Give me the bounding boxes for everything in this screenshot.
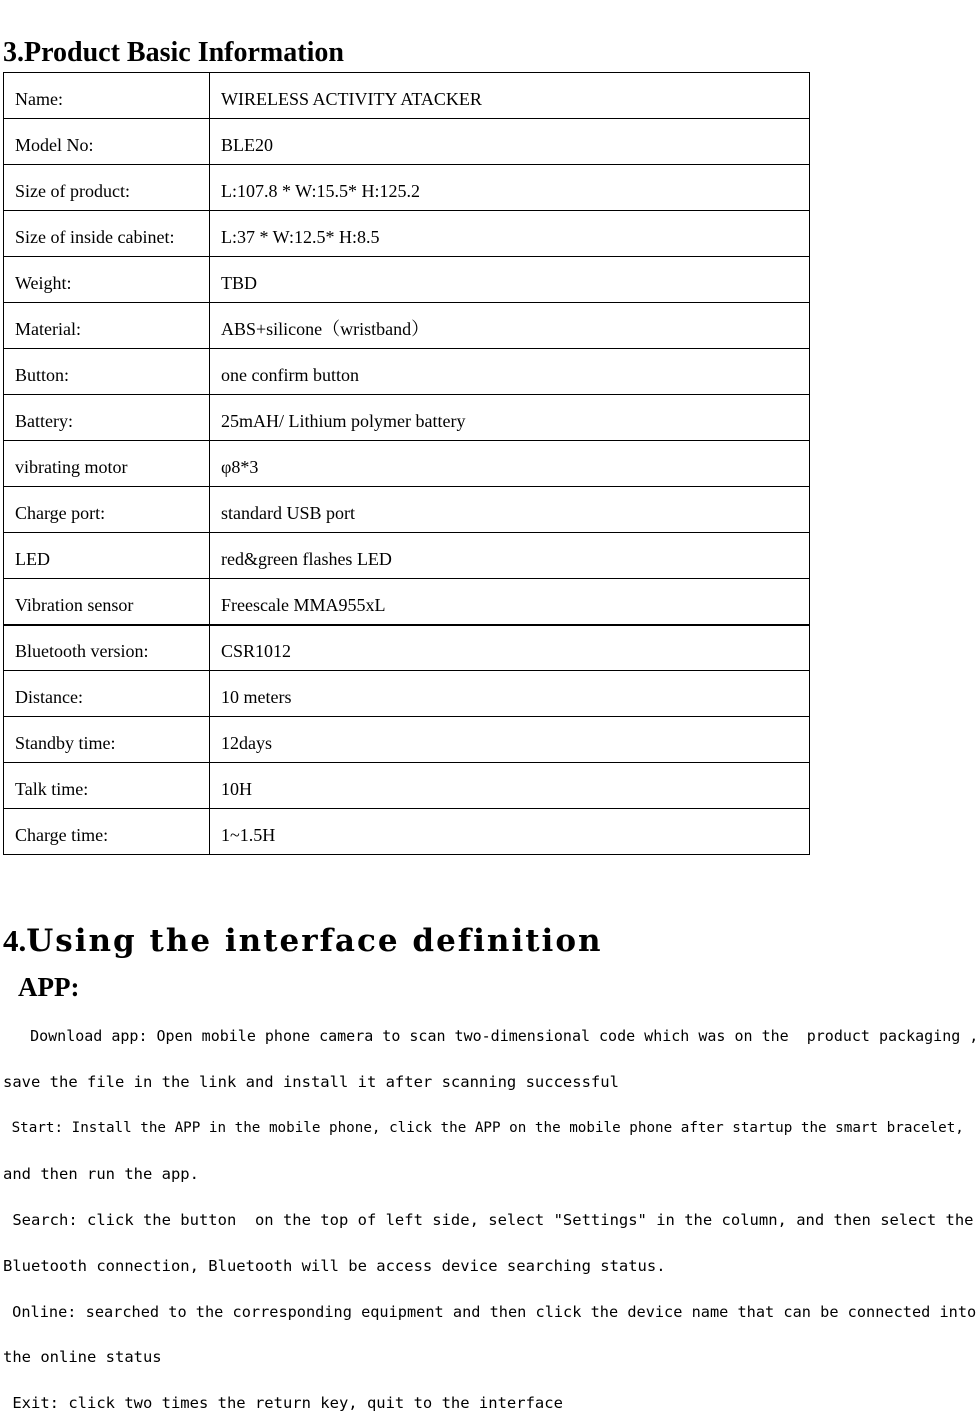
section-4-heading: [3, 922, 603, 960]
row-label: Charge time:: [4, 809, 210, 855]
section-4-number: 4.: [3, 923, 27, 958]
row-value: ABS+silicone（wristband）: [210, 303, 810, 349]
table-row: [4, 487, 810, 533]
row-label: Size of product:: [4, 165, 210, 211]
row-value: 10H: [210, 763, 810, 809]
paragraph-line: Start: Install the APP in the mobile phone, click the APP on the mobile phone after startup the smart bracelet,: [3, 1120, 964, 1136]
paragraph-line: Exit: click two times the return key, quit to the interface: [3, 1394, 563, 1412]
row-label: Weight:: [4, 257, 210, 303]
table-row: [4, 625, 810, 671]
row-value: Freescale MMA955xL: [210, 579, 810, 625]
table-row: [4, 165, 810, 211]
row-value: 1~1.5H: [210, 809, 810, 855]
row-value: CSR1012: [210, 625, 810, 671]
product-info-table: [3, 72, 810, 855]
table-row: [4, 533, 810, 579]
table-row: [4, 119, 810, 165]
row-value: 10 meters: [210, 671, 810, 717]
row-label: Charge port:: [4, 487, 210, 533]
table-row: [4, 211, 810, 257]
table-row: [4, 763, 810, 809]
row-label: Distance:: [4, 671, 210, 717]
paragraph-line: Bluetooth connection, Bluetooth will be access device searching status.: [3, 1257, 666, 1275]
paragraph-line: Download app: Open mobile phone camera to scan two-dimensional code which was on the product packaging ,: [3, 1027, 979, 1045]
row-label: vibrating motor: [4, 441, 210, 487]
row-label: Battery:: [4, 395, 210, 441]
table-row: [4, 395, 810, 441]
table-row: [4, 671, 810, 717]
table-row: [4, 257, 810, 303]
row-value: one confirm button: [210, 349, 810, 395]
row-value: TBD: [210, 257, 810, 303]
row-label: Size of inside cabinet:: [4, 211, 210, 257]
row-value: L:107.8 * W:15.5* H:125.2: [210, 165, 810, 211]
section-3-heading: 3.Product Basic Information: [3, 37, 344, 68]
paragraph-line: Online: searched to the corresponding equipment and then click the device name that can be connected into: [3, 1303, 977, 1321]
table-row: [4, 303, 810, 349]
row-value: BLE20: [210, 119, 810, 165]
table-row: [4, 349, 810, 395]
row-value: WIRELESS ACTIVITY ATACKER: [210, 73, 810, 119]
row-label: Material:: [4, 303, 210, 349]
row-value: φ8*3: [210, 441, 810, 487]
row-value: red&green flashes LED: [210, 533, 810, 579]
table-row: [4, 441, 810, 487]
paragraph-line: the online status: [3, 1348, 162, 1366]
row-label: Model No:: [4, 119, 210, 165]
table-row: [4, 73, 810, 119]
row-value: standard USB port: [210, 487, 810, 533]
section-4-title: Using the interface definition: [26, 923, 603, 959]
row-label: Talk time:: [4, 763, 210, 809]
row-label: Name:: [4, 73, 210, 119]
paragraph-line: save the file in the link and install it after scanning successful: [3, 1073, 619, 1091]
row-label: Bluetooth version:: [4, 625, 210, 671]
row-label: LED: [4, 533, 210, 579]
table-row: [4, 579, 810, 625]
row-value: 12days: [210, 717, 810, 763]
row-value: 25mAH/ Lithium polymer battery: [210, 395, 810, 441]
paragraph-line: Search: click the button on the top of left side, select "Settings" in the column, and then select the: [3, 1211, 974, 1229]
row-label: Button:: [4, 349, 210, 395]
row-value: L:37 * W:12.5* H:8.5: [210, 211, 810, 257]
row-label: Vibration sensor: [4, 579, 210, 625]
paragraph-line: and then run the app.: [3, 1165, 199, 1183]
row-label: Standby time:: [4, 717, 210, 763]
table-row: [4, 717, 810, 763]
table-row: [4, 809, 810, 855]
app-heading: APP:: [18, 972, 80, 1002]
